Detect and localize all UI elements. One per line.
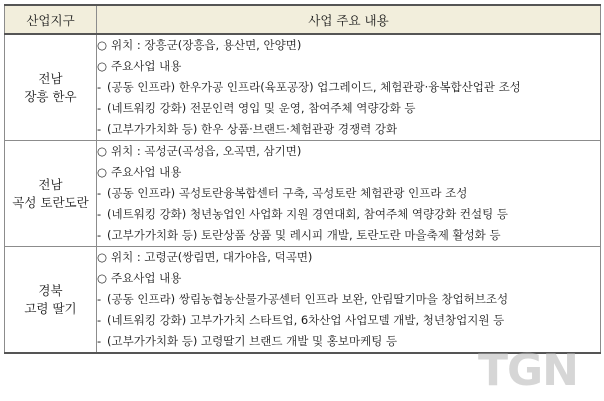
item-text: 주요사업 내용 <box>111 271 182 285</box>
item-text: (네트워킹 강화) 전문인력 영입 및 운영, 참여주체 역량강화 등 <box>107 101 416 115</box>
item-text: 주요사업 내용 <box>111 165 182 179</box>
summary-item <box>97 162 600 183</box>
content-cell <box>97 34 601 141</box>
table-row <box>5 141 601 247</box>
circle-marker: ○ <box>97 271 108 285</box>
item-text: (공동 인프라) 한우가공 인프라(육포공장) 업그레이드, 체험관광·융복합산업관 조성 <box>107 80 521 94</box>
detail-item <box>97 289 600 310</box>
detail-item <box>97 204 600 225</box>
dash-marker: - <box>97 228 102 242</box>
table-header-row <box>5 5 601 34</box>
header-district: 산업지구 <box>5 5 97 34</box>
district-cell <box>5 247 97 354</box>
content-cell <box>97 141 601 247</box>
industry-district-table <box>4 4 601 354</box>
item-text: 위치 : 곡성군(곡성읍, 오곡면, 삼기면) <box>111 144 302 158</box>
dash-marker: - <box>97 186 102 200</box>
summary-item <box>97 247 600 268</box>
district-cell <box>5 34 97 141</box>
summary-item <box>97 35 600 56</box>
detail-item <box>97 77 600 98</box>
item-text: (고부가가치화 등) 토란상품 상품 및 레시피 개발, 토란도란 마을축제 활성화 등 <box>107 228 501 242</box>
summary-item <box>97 56 600 77</box>
header-content: 사업 주요 내용 <box>97 5 601 34</box>
district-label: 장흥 한우 <box>24 88 77 104</box>
detail-item <box>97 310 600 331</box>
district-label: 곡성 토란도란 <box>12 194 89 210</box>
dash-marker: - <box>97 101 102 115</box>
item-text: 위치 : 장흥군(장흥읍, 용산면, 안양면) <box>111 38 302 52</box>
watermark-logo: TGN <box>478 345 578 396</box>
detail-item <box>97 98 600 119</box>
detail-item <box>97 183 600 204</box>
dash-marker: - <box>97 80 102 94</box>
dash-marker: - <box>97 334 102 348</box>
summary-item <box>97 141 600 162</box>
detail-item <box>97 119 600 140</box>
circle-marker: ○ <box>97 38 108 52</box>
district-label: 전남 <box>38 176 63 192</box>
item-text: (고부가가치화 등) 한우 상품·브랜드·체험관광 경쟁력 강화 <box>107 122 398 136</box>
district-cell <box>5 141 97 247</box>
dash-marker: - <box>97 207 102 221</box>
item-text: (네트워킹 강화) 고부가가치 스타트업, 6차산업 사업모델 개발, 청년창업지원 등 <box>107 313 505 327</box>
circle-marker: ○ <box>97 144 108 158</box>
item-text: (공동 인프라) 곡성토란융복합센터 구축, 곡성토란 체험관광 인프라 조성 <box>107 186 468 200</box>
district-label: 경북 <box>38 282 63 298</box>
table-row <box>5 247 601 354</box>
table-body <box>5 34 601 353</box>
content-cell <box>97 247 601 354</box>
dash-marker: - <box>97 122 102 136</box>
circle-marker: ○ <box>97 59 108 73</box>
district-label: 고령 딸기 <box>24 300 77 316</box>
summary-item <box>97 268 600 289</box>
item-text: 주요사업 내용 <box>111 59 182 73</box>
circle-marker: ○ <box>97 250 108 264</box>
dash-marker: - <box>97 313 102 327</box>
detail-item <box>97 225 600 246</box>
dash-marker: - <box>97 292 102 306</box>
item-text: (공동 인프라) 쌍림농협농산물가공센터 인프라 보완, 안림딸기마을 창업허브조성 <box>107 292 509 306</box>
district-label: 전남 <box>38 70 63 86</box>
item-text: 위치 : 고령군(쌍림면, 대가야읍, 덕곡면) <box>111 250 313 264</box>
circle-marker: ○ <box>97 165 108 179</box>
table-row <box>5 34 601 141</box>
item-text: (고부가가치화 등) 고령딸기 브랜드 개발 및 홍보마케팅 등 <box>107 334 398 348</box>
item-text: (네트워킹 강화) 청년농업인 사업화 지원 경연대회, 참여주체 역량강화 컨설팅 등 <box>107 207 509 221</box>
